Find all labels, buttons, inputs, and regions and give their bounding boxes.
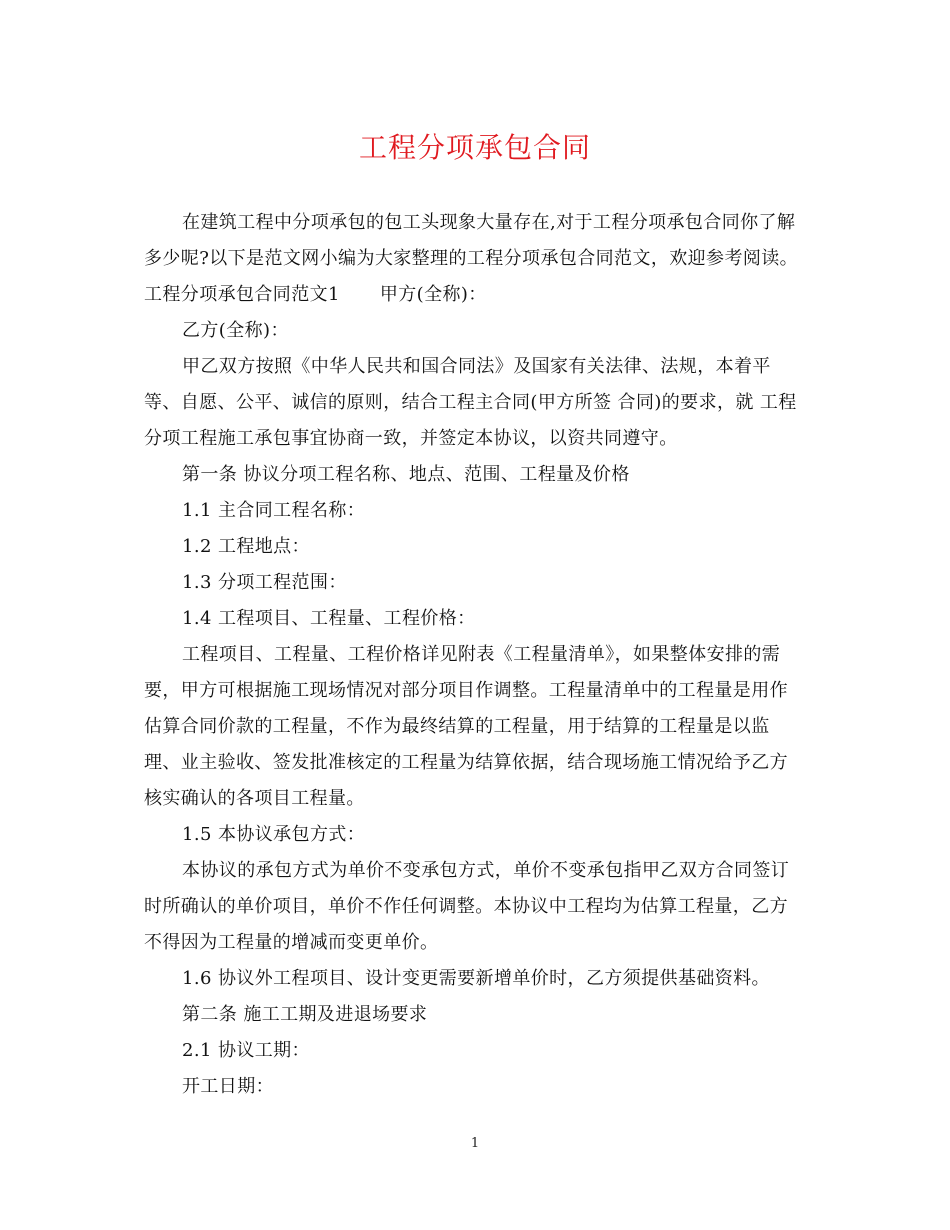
paragraph-line: 核实确认的各项目工程量。 — [144, 788, 365, 809]
paragraph-line: 本协议的承包方式为单价不变承包方式，单价不变承包指甲乙双方合同签订 — [182, 860, 790, 881]
clause-line: 2.1 协议工期： — [182, 1040, 310, 1061]
party-a-label: 甲方(全称)： — [379, 284, 487, 305]
paragraph-line: 甲乙双方按照《中华人民共和国合同法》及国家有关法律、法规，本着平 — [182, 356, 771, 377]
article-heading: 第一条 协议分项工程名称、地点、范围、工程量及价格 — [182, 464, 630, 485]
paragraph-line: 多少呢?以下是范文网小编为大家整理的工程分项承包合同范文，欢迎参考阅读。 — [144, 248, 799, 269]
paragraph-line: 工程项目、工程量、工程价格详见附表《工程量清单》，如果整体安排的需 — [182, 644, 781, 665]
party-b-label: 乙方(全称)： — [182, 320, 289, 341]
clause-line: 开工日期： — [182, 1076, 274, 1097]
section-heading: 工程分项承包合同范文1 — [144, 284, 340, 305]
clause-line: 1.4 工程项目、工程量、工程价格： — [182, 608, 476, 629]
clause-line: 1.6 协议外工程项目、设计变更需要新增单价时，乙方须提供基础资料。 — [182, 968, 770, 989]
paragraph-line: 时所确认的单价项目，单价不作任何调整。本协议中工程均为估算工程量，乙方 — [144, 896, 788, 917]
document-body — [144, 205, 808, 1105]
paragraph-line: 等、自愿、公平、诚信的原则，结合工程主合同(甲方所签 合同)的要求，就 工程 — [144, 392, 797, 413]
document-title: 工程分项承包合同 — [358, 131, 591, 164]
clause-line: 1.5 本协议承包方式： — [182, 824, 366, 845]
paragraph-line: 估算合同价款的工程量，不作为最终结算的工程量，用于结算的工程量是以监 — [144, 716, 770, 737]
paragraph-line — [144, 277, 808, 313]
article-heading: 第二条 施工工期及进退场要求 — [182, 1004, 428, 1025]
paragraph-line: 不得因为工程量的增减而变更单价。 — [144, 932, 439, 953]
paragraph-line: 分项工程施工承包事宜协商一致，并签定本协议，以资共同遵守。 — [144, 428, 678, 449]
paragraph-line: 在建筑工程中分项承包的包工头现象大量存在,对于工程分项承包合同你了解 — [182, 212, 796, 233]
page-number: 1 — [470, 1136, 480, 1151]
clause-line: 1.1 主合同工程名称： — [182, 500, 366, 521]
clause-line: 1.2 工程地点： — [182, 536, 310, 557]
paragraph-line: 要，甲方可根据施工现场情况对部分项目作调整。工程量清单中的工程量是用作 — [144, 680, 788, 701]
paragraph-line: 理、业主验收、签发批准核定的工程量为结算依据，结合现场施工情况给予乙方 — [144, 752, 788, 773]
clause-line: 1.3 分项工程范围： — [182, 572, 347, 593]
